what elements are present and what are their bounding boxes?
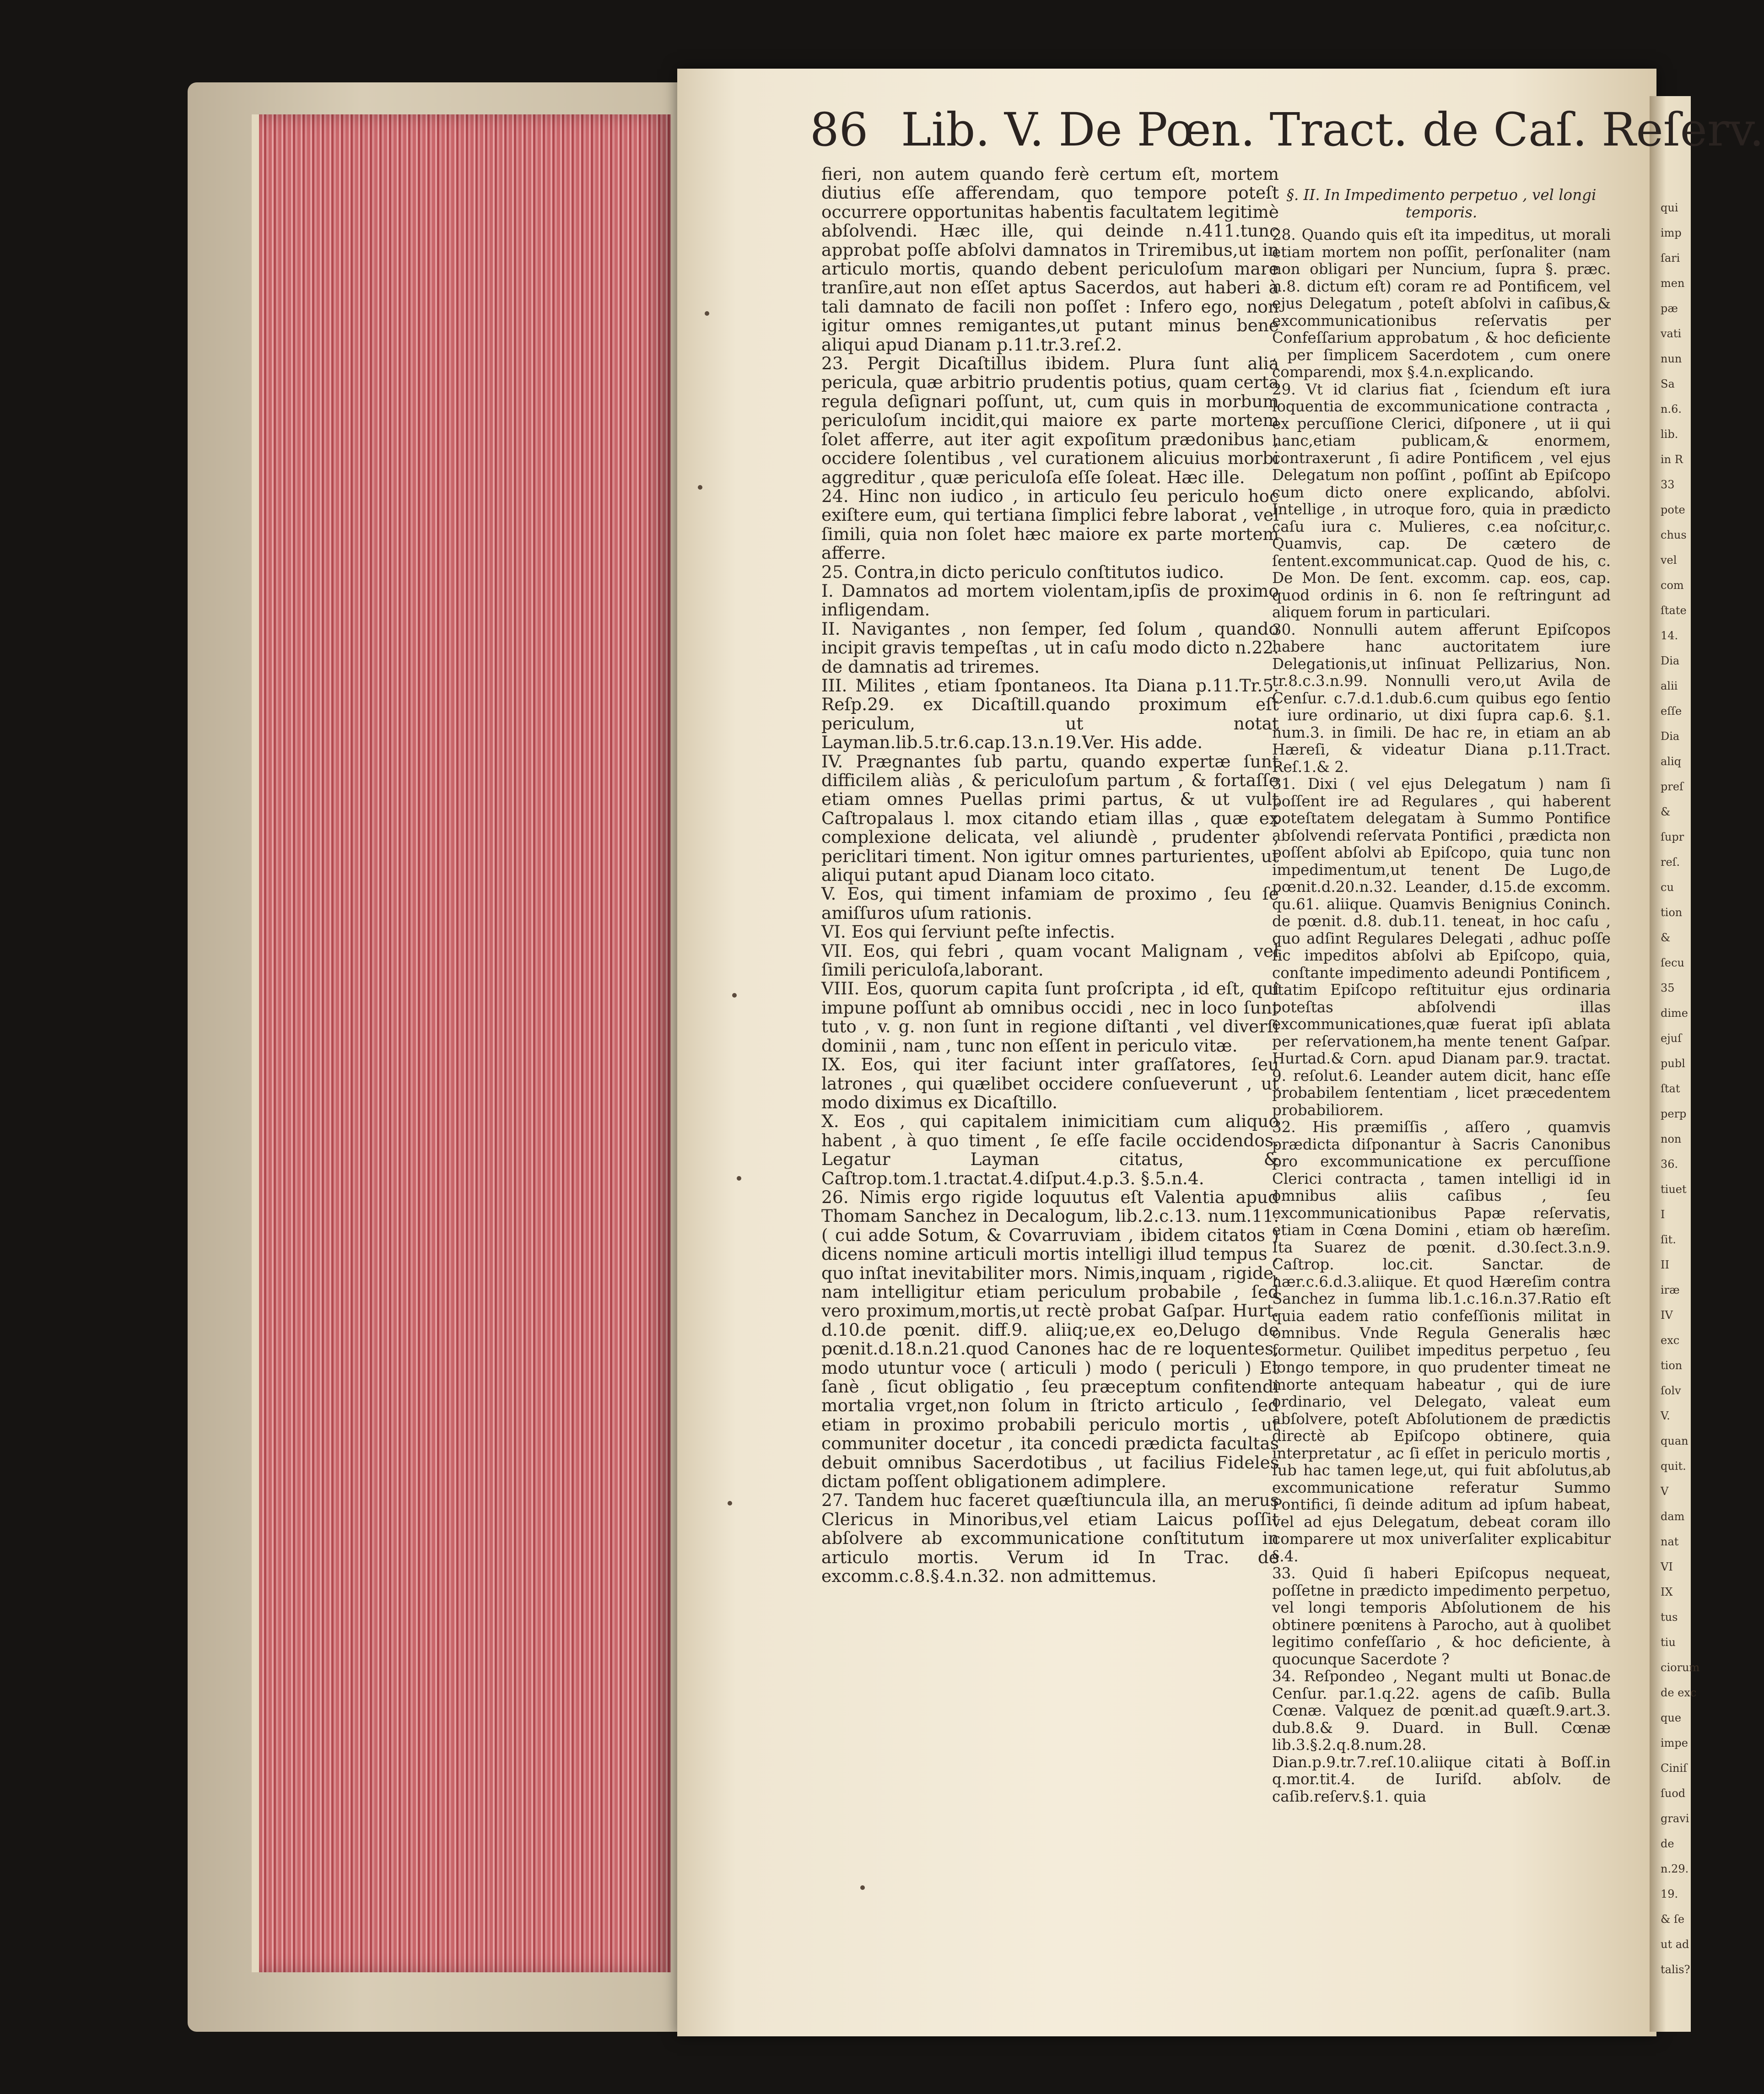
next-page-fragment: quit. xyxy=(1661,1460,1686,1473)
next-page-fragment: gravi xyxy=(1661,1812,1689,1825)
next-page-fragment: imp xyxy=(1661,227,1682,239)
next-page-fragment: tus xyxy=(1661,1611,1678,1624)
paragraph: fieri, non autem quando ferè certum eſt, mortem diutius eſſe afferendam, quo tempore poteſt occurrere opportunitas habentis facultatem legitimè abſolvendi. Hæc ille, qui deinde n.411.tunc approbat poſſe abſolvi damnatos in Triremibus,ut in articulo mortis, quando debent periculoſum mare tranſire,aut non eſſet aptus Sacerdos, aut haberi à tali damnato de facili non poſſet : Infero ego, non igitur omnes remigantes,ut putant minus bene aliqui apud Dianam p.11.tr.3.reſ.2. xyxy=(821,164,1279,355)
right-column xyxy=(1272,187,1611,1805)
next-page-fragment: ſtat xyxy=(1661,1082,1680,1095)
next-page-fragment: qui xyxy=(1661,201,1678,214)
page-number: 86 xyxy=(810,103,869,157)
next-page-fragment: men xyxy=(1661,277,1685,290)
next-page-fragment: ſupr xyxy=(1661,831,1684,843)
paragraph: III. Milites , etiam ſpontaneos. Ita Diana p.11.Tr.5. Reſp.29. ex Dicaſtill.quando proximum eſt periculum, ut notat Layman.lib.5.tr.6.cap.13.n.19.Ver. His adde. xyxy=(821,675,1279,753)
next-page-fragment: ſuod xyxy=(1661,1787,1686,1800)
next-page-fragment: aliq xyxy=(1661,755,1682,768)
paragraph: VI. Eos qui ſerviunt peſte infectis. xyxy=(821,922,1116,942)
next-page-fragment: dime xyxy=(1661,1007,1688,1020)
next-page-fragment: iræ xyxy=(1661,1284,1680,1296)
next-page-fragment: publ xyxy=(1661,1057,1685,1070)
next-page-edge xyxy=(1650,96,1700,2032)
next-page-fragment: Dia xyxy=(1661,730,1680,743)
paragraph: 33. Quid ſi haberi Epiſcopus nequeat, poſſetne in prædicto impedimento perpetuo, vel longi temporis Abſolutionem de his obtinere pœnitens à Parocho, aut à quolibet legitimo confeſſario , & hoc deficiente, à quocunque Sacerdote ? xyxy=(1272,1565,1611,1668)
paragraph: IV. Prægnantes ſub partu, quando expertæ ſunt difficilem aliàs , & periculoſum partum , & fortaſſe etiam omnes Puellas primi partus, & ut vult Caſtropalaus l. mox citando etiam illas , quæ ex complexione delicata, vel aliundè , prudenter , periclitari timent. Non igitur omnes parturientes, ut aliqui putant apud Dianam loco citato. xyxy=(821,751,1279,885)
next-page-fragment: cu xyxy=(1661,881,1674,894)
next-page-fragment: ſolv xyxy=(1661,1384,1681,1397)
next-page-fragment: tiu xyxy=(1661,1636,1676,1649)
next-page-fragment: pæ xyxy=(1661,302,1678,315)
next-page-fragment: de exc xyxy=(1661,1686,1697,1699)
next-page-fragment: V. xyxy=(1661,1409,1670,1422)
paragraph: I. Damnatos ad mortem violentam,ipſis de proximo infligendam. xyxy=(821,580,1279,620)
next-page-fragment: talis? xyxy=(1661,1963,1690,1976)
section-heading: §. II. In Impedimento perpetuo , vel longi temporis. xyxy=(1286,186,1597,221)
binding-hole xyxy=(732,993,737,998)
next-page-fragment: non xyxy=(1661,1133,1682,1145)
binding-hole xyxy=(737,1176,741,1181)
next-page-fragment: V xyxy=(1661,1485,1669,1498)
next-page-fragment: nat xyxy=(1661,1535,1679,1548)
paragraph: X. Eos , qui capitalem inimicitiam cum aliquo habent , à quo timent , ſe eſſe facile occidendos. Legatur Layman citatus, & Caſtrop.tom.1.tractat.4.diſput.4.p.3. §.5.n.4. xyxy=(821,1111,1279,1188)
binding-hole xyxy=(698,485,702,490)
paragraph: VIII. Eos, quorum capita ſunt proſcripta , id eſt, qui impune poſſunt ab omnibus occidi , nec in loco ſunt tuto , v. g. non ſunt in regione diſtanti , vel diverſi dominii , nam , tunc non eſſent in periculo vitæ. xyxy=(821,978,1279,1056)
next-page-fragment: pote xyxy=(1661,503,1685,516)
binding-hole xyxy=(860,1885,865,1890)
binding-hole xyxy=(705,311,709,316)
next-page-fragment: nun xyxy=(1661,352,1682,365)
paragraph: 30. Nonnulli autem afferunt Epiſcopos habere hanc auctoritatem iure Delegationis,ut inſinuat Pellizarius, Non. tr.8.c.3.n.99. Nonnulli vero,ut Avila de Cenſur. c.7.d.1.dub.6.cum quibus ego ſentio , iure ordinario, ut dixi ſupra cap.6. §.1. num.3. in ſimili. De hac re, in etiam an ab Hæreſi, & videatur Diana p.11.Tract. Reſ.1.& 2. xyxy=(1272,621,1611,776)
paragraph: 28. Quando quis eſt ita impeditus, ut morali etiam mortem non poſſit, perſonaliter (nam non obligari per Nuncium, ſupra §. præc. n.8. dictum eſt) coram re ad Pontificem, vel ejus Delegatum , poteſt abſolvi in caſibus,& excommunicationibus reſervatis per Confeſſarium approbatum , & hoc deficiente , per ſimplicem Sacerdotem , cum onere comparendi, mox §.4.n.explicando. xyxy=(1272,226,1611,381)
binding-hole xyxy=(728,1501,732,1506)
next-page-fragment: 19. xyxy=(1661,1888,1678,1900)
page-header xyxy=(810,103,1764,157)
next-page-fragment: in R xyxy=(1661,453,1683,466)
next-page-fragment: ciorum xyxy=(1661,1661,1700,1674)
next-page-fragment: & xyxy=(1661,805,1671,818)
paragraph: 31. Dixi ( vel ejus Delegatum ) nam ſi poſſent ire ad Regulares , qui haberent poteſtatem delegatam à Summo Pontifice abſolvendi reſervata Pontifici , prædicta non poſſent abſolvi ab Epiſcopo, quia tunc non impedimentum,ut tenent De Lugo,de pœnit.d.20.n.32. Leander, d.15.de excomm. qu.61. aliique. Quamvis Benignius Coninch. de pœnit. d.8. dub.11. teneat, in hoc caſu , quo adſint Regulares Delegati , adhuc poſſe ſic impeditos abſolvi ab Epiſcopo, quia, conſtante impedimento adeundi Pontificem , ſtatim Epiſcopo reſtituitur ejus ordinaria poteſtas abſolvendi illas excommunicationes,quæ fuerat ipſi ablata per reſervationem,ha mente tenent Gaſpar. Hurtad.& Corn. apud Dianam par.9. tractat. 9. reſolut.6. Leander autem dicit, hanc eſſe probabilem ſententiam , licet præcedentem probabiliorem. xyxy=(1272,775,1611,1119)
next-page-fragment: 33 xyxy=(1661,478,1675,491)
next-page-fragment: 35 xyxy=(1661,982,1675,994)
paragraph: 25. Contra,in dicto periculo conſtitutos iudico. xyxy=(821,561,1225,582)
next-page-fragment: dam xyxy=(1661,1510,1685,1523)
paragraph: V. Eos, qui timent infamiam de proximo , ſeu ſe amiſſuros uſum rationis. xyxy=(821,884,1279,923)
next-page-fragment: Ciniſ xyxy=(1661,1762,1688,1775)
next-page-fragment: ſari xyxy=(1661,252,1680,264)
next-page-fragment: tion xyxy=(1661,1359,1683,1372)
next-page-fragment: quan xyxy=(1661,1435,1688,1447)
left-column xyxy=(821,165,1279,1586)
next-page-fragment: perp xyxy=(1661,1107,1687,1120)
paragraph: 23. Pergit Dicaſtillus ibidem. Plura ſunt alia pericula, quæ arbitrio prudentis potius, quam certa regula deſignari poſſunt, ut, cum quis in morbum periculoſum incidit,qui maiore ex parte mortem ſolet afferre, aut iter agit expoſitum prædonibus , occidere ſolentibus , vel curationem alicuius morbi aggreditur , quæ periculoſa eſſe ſoleat. Hæc ille. xyxy=(821,353,1279,487)
next-page-fragment: ut ad xyxy=(1661,1938,1689,1951)
next-page-fragment: 36. xyxy=(1661,1158,1678,1171)
next-page-fragment: & xyxy=(1661,931,1671,944)
next-page-fragment: preſ xyxy=(1661,780,1683,793)
next-page-fragment: I xyxy=(1661,1208,1665,1221)
next-page-fragment: chus xyxy=(1661,529,1687,541)
next-page-fragment: com xyxy=(1661,579,1684,592)
next-page-fragment: Sa xyxy=(1661,378,1675,390)
next-page-fragment: IX xyxy=(1661,1586,1673,1598)
next-page-fragment: ſit. xyxy=(1661,1233,1676,1246)
paragraph: 29. Vt id clarius fiat , ſciendum eſt iura loquentia de excommunicatione contracta , ex percuſſione Clerici, diſponere , ut ii qui hanc,etiam publicam,& enormem, contraxerunt , ſi adire Pontificem , vel ejus Delegatum non poſſint , poſſint ab Epiſcopo cum dicto onere explicando, abſolvi. Intellige , in utroque foro, quia in prædicto caſu iura c. Mulieres, c.ea noſcitur,c. Quamvis, cap. De cætero de ſentent.excommunicat.cap. Quod de his, c. De Mon. De ſent. excomm. cap. eos, cap. quod ordinis in 6. non ſe reſtringunt ad aliquem forum in particulari. xyxy=(1272,380,1611,621)
next-page-fragment: tiuet xyxy=(1661,1183,1687,1196)
next-page-fragment: eſſe xyxy=(1661,705,1682,718)
paragraph: 32. His præmiſſis , aſſero , quamvis prædicta diſponantur à Sacris Canonibus pro excommunicatione ex percuſſione Clerici contracta , tamen intelligi id in omnibus aliis caſibus , ſeu excommunicationibus Papæ reſervatis, etiam in Cœna Domini , etiam ob hæreſim. Ita Suarez de pœnit. d.30.ſect.3.n.9. Caſtrop. loc.cit. Sanctar. de hær.c.6.d.3.aliique. Et quod Hæreſim contra Sanchez in ſumma lib.1.c.16.n.37.Ratio eſt quia eadem ratio confeſſionis militat in omnibus. Vnde Regula Generalis hæc formetur. Quilibet impeditus perpetuo , ſeu longo tempore, in quo prudenter timeat ne morte antequam habeatur , qui de iure ordinario, vel Delegato, valeat eum abſolvere, poteſt Abſolutionem de prædictis directè ab Epiſcopo obtinere, quia interpretatur , ac ſi eſſet in periculo mortis , ſub hac tamen lege,ut, qui fuit abſolutus,ab excommunicatione referatur Summo Pontifici, ſi deinde aditum ad ipſum habeat, vel ad ejus Delegatum, debeat coram illo comparere ut mox univerſaliter explicabitur §.4. xyxy=(1272,1118,1611,1565)
next-page-fragment: n.6. xyxy=(1661,403,1682,416)
next-page-fragment: reſ. xyxy=(1661,856,1680,869)
next-page-fragment: impe xyxy=(1661,1737,1688,1749)
paragraph: IX. Eos, qui iter faciunt inter graſſatores, ſeu latrones , qui quælibet occidere conſueverunt , ut modo diximus ex Dicaſtillo. xyxy=(821,1054,1279,1112)
next-page-fragment: ſecu xyxy=(1661,956,1684,969)
next-page-fragment: que xyxy=(1661,1711,1682,1724)
next-page-fragment: n.29. xyxy=(1661,1862,1689,1875)
paragraph: VII. Eos, qui febri , quam vocant Malignam , vel ſimili periculoſa,laborant. xyxy=(821,940,1279,980)
next-page-fragment: & ſe xyxy=(1661,1913,1685,1926)
next-page-fragment: ſtate xyxy=(1661,604,1687,617)
next-page-fragment: ejuſ xyxy=(1661,1032,1682,1045)
red-fore-edge xyxy=(252,114,671,1972)
paragraph: 34. Reſpondeo , Negant multi ut Bonac.de Cenſur. par.1.q.22. agens de caſib. Bulla Cœnæ. Valquez de pœnit.ad quæſt.9.art.3. dub.8.& 9. Duard. in Bull. Cœnæ lib.3.§.2.q.8.num.28. Dian.p.9.tr.7.reſ.10.aliique citati à Boſſ.in q.mor.tit.4. de Iuriſd. abſolv. de caſib.reſerv.§.1. quia xyxy=(1272,1668,1611,1805)
next-page-fragment: vel xyxy=(1661,554,1677,567)
paragraph: 26. Nimis ergo rigide loquutus eſt Valentia apud Thomam Sanchez in Decalogum, lib.2.c.13. num.11. ( cui adde Sotum, & Covarruviam , ibidem citatos ) dicens nomine articuli mortis intelligi illud tempus , quo inſtat inevitabiliter mors. Nimis,inquam , rigide, nam intelligitur etiam periculum probabile , ſed vero proximum,mortis,ut rectè probat Gaſpar. Hurt. d.10.de pœnit. diff.9. aliiq;ue,ex eo,Delugo de pœnit.d.18.n.21.quod Canones hac de re loquentes, modo utuntur voce ( articuli ) modo ( periculi ) Et ſanè , ſicut obligatio , ſeu præceptum confitendi mortalia vrget,non ſolum in ſtricto articulo , ſed etiam in proximo probabili periculo mortis , ut communiter docetur , ita concedi prædicta facultas debuit omnibus Sacerdotibus , ut facilius Fideles dictam poſſent obligationem adimplere. xyxy=(821,1187,1279,1492)
paragraph: II. Navigantes , non ſemper, ſed ſolum , quando incipit gravis tempeſtas , ut in caſu modo dicto n.22. de damnatis ad triremes. xyxy=(821,618,1279,677)
next-page-fragment: exc xyxy=(1661,1334,1680,1347)
running-title: Lib. V. De Pœn. Tract. de Caſ. Reſerv. xyxy=(901,103,1764,157)
next-page-fragment: de xyxy=(1661,1837,1674,1850)
next-page-fragment: Dia xyxy=(1661,654,1680,667)
next-page-fragment: lib. xyxy=(1661,428,1678,441)
next-page-fragment: 14. xyxy=(1661,629,1678,642)
next-page-fragment: II xyxy=(1661,1258,1669,1271)
next-page-fragment: vati xyxy=(1661,327,1682,340)
next-page-fragment: IV xyxy=(1661,1309,1673,1322)
next-page-fragment: VI xyxy=(1661,1560,1673,1573)
next-page-fragment: alii xyxy=(1661,680,1678,692)
paragraph: 27. Tandem huc faceret quæſtiuncula illa, an merus Clericus in Minoribus,vel etiam Laicus poſſit abſolvere ab excommunicatione conſtitutum in articulo mortis. Verum id In Trac. de excomm.c.8.§.4.n.32. non admittemus. xyxy=(821,1490,1279,1587)
next-page-fragment: tion xyxy=(1661,906,1683,919)
paragraph: 24. Hinc non iudico , in articulo ſeu periculo hoc exiſtere eum, qui tertiana ſimplici febre laborat , vel ſimili, quia non ſolet hæc maiore ex parte mortem afferre. xyxy=(821,486,1279,563)
